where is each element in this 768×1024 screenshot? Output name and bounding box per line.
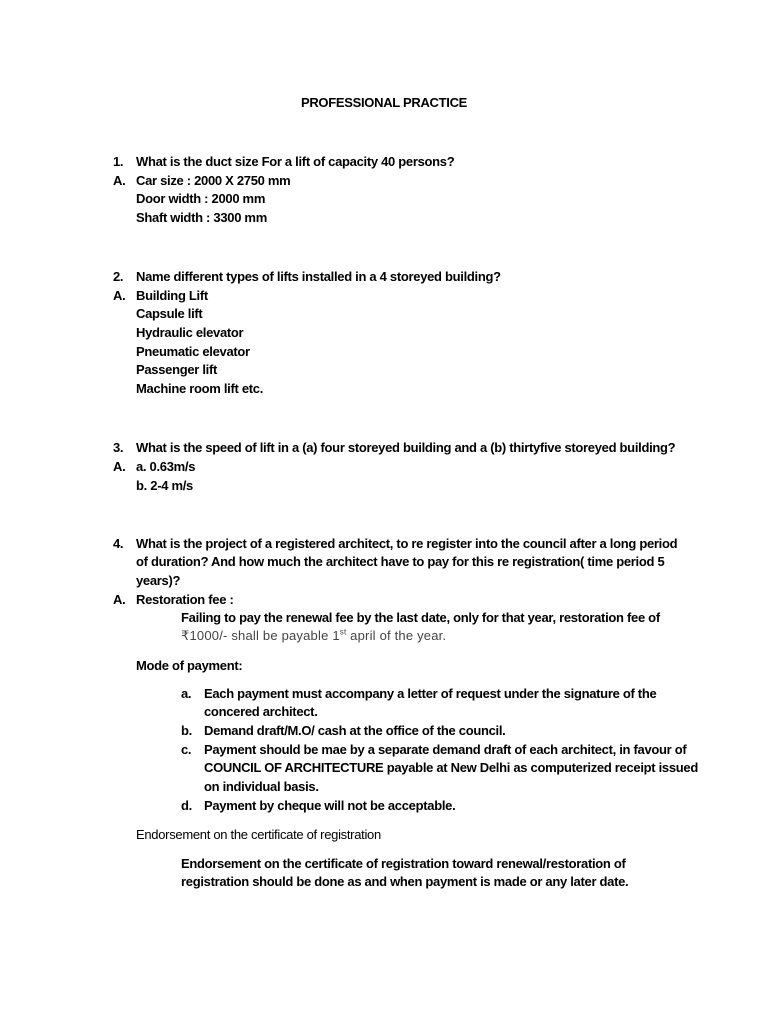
q2-answer-line: Machine room lift etc. bbox=[136, 381, 264, 396]
page-title: PROFESSIONAL PRACTICE bbox=[300, 95, 468, 110]
payment-item-text: COUNCIL OF ARCHITECTURE payable at New Delhi as computerized receipt issued bbox=[204, 760, 698, 775]
q4-answer-label: A. bbox=[113, 592, 126, 607]
payment-item-text: concered architect. bbox=[204, 704, 318, 719]
payment-item-text: on individual basis. bbox=[204, 779, 319, 794]
payment-item-text: Each payment must accompany a letter of request under the signature of the bbox=[204, 686, 657, 701]
q3-question: What is the speed of lift in a (a) four storeyed building and a (b) thirtyfive storeyed building? bbox=[136, 440, 676, 455]
q2-answer-line: Passenger lift bbox=[136, 362, 218, 377]
endorsement-text: Endorsement on the certificate of registration toward renewal/restoration of bbox=[181, 856, 626, 871]
q1-answer-line: Shaft width : 3300 mm bbox=[136, 210, 267, 225]
restoration-fee-line bbox=[181, 627, 446, 646]
mode-of-payment-heading: Mode of payment: bbox=[136, 658, 243, 673]
endorsement-heading: Endorsement on the certificate of registration bbox=[136, 827, 381, 842]
payment-item-text: Demand draft/M.O/ cash at the office of the council. bbox=[204, 723, 506, 738]
restoration-fee-superscript: st bbox=[339, 627, 347, 637]
q3-answer-label: A. bbox=[113, 459, 126, 474]
restoration-fee-date: april of the year. bbox=[346, 628, 447, 643]
payment-item-label: c. bbox=[181, 742, 192, 757]
payment-item-label: d. bbox=[181, 798, 192, 813]
q1-number: 1. bbox=[113, 154, 124, 169]
q2-answer-line: Hydraulic elevator bbox=[136, 325, 244, 340]
q4-question-line: of duration? And how much the architect have to pay for this re registration( time period 5 bbox=[136, 554, 665, 569]
restoration-heading: Restoration fee : bbox=[136, 592, 234, 607]
q1-question: What is the duct size For a lift of capacity 40 persons? bbox=[136, 154, 455, 169]
q1-answer-line: Door width : 2000 mm bbox=[136, 191, 266, 206]
q4-question-line: years)? bbox=[136, 573, 181, 588]
restoration-text: Failing to pay the renewal fee by the last date, only for that year, restoration fee of bbox=[181, 610, 660, 625]
q2-answer-label: A. bbox=[113, 288, 126, 303]
payment-item-text: Payment by cheque will not be acceptable. bbox=[204, 798, 456, 813]
payment-item-label: a. bbox=[181, 686, 192, 701]
q1-answer-label: A. bbox=[113, 173, 126, 188]
restoration-fee-amount: ₹1000/- shall be payable 1 bbox=[181, 628, 340, 643]
q3-number: 3. bbox=[113, 440, 124, 455]
q3-answer-line: a. 0.63m/s bbox=[136, 459, 196, 474]
q2-question: Name different types of lifts installed in a 4 storeyed building? bbox=[136, 269, 501, 284]
q2-answer-line: Building Lift bbox=[136, 288, 208, 303]
payment-item-label: b. bbox=[181, 723, 192, 738]
q4-number: 4. bbox=[113, 536, 124, 551]
q4-question-line: What is the project of a registered architect, to re register into the council after a long period bbox=[136, 536, 678, 551]
q2-answer-line: Capsule lift bbox=[136, 306, 203, 321]
q2-number: 2. bbox=[113, 269, 124, 284]
q3-answer-line: b. 2-4 m/s bbox=[136, 478, 193, 493]
q2-answer-line: Pneumatic elevator bbox=[136, 344, 250, 359]
q1-answer-line: Car size : 2000 X 2750 mm bbox=[136, 173, 291, 188]
payment-item-text: Payment should be mae by a separate demand draft of each architect, in favour of bbox=[204, 742, 687, 757]
endorsement-text: registration should be done as and when payment is made or any later date. bbox=[181, 874, 629, 889]
